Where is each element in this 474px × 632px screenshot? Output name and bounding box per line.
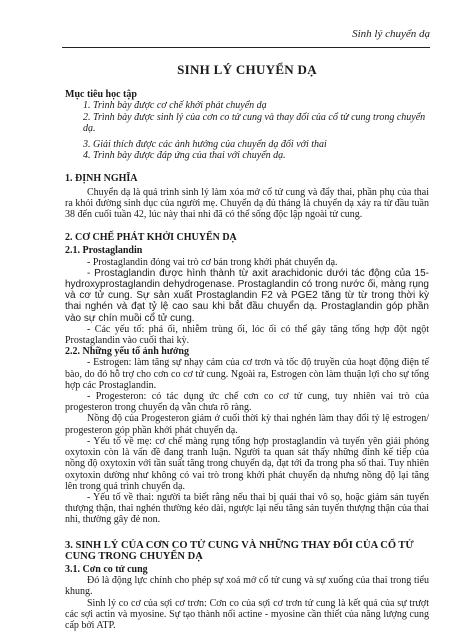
goal-item: 1. Trình bày được cơ chế khởi phát chuyển dạ <box>83 100 267 112</box>
paragraph: Nồng độ của Progesteron giảm ở cuối thời kỳ thai nghén làm thay đổi tỷ lệ estrogen/ progesteron góp phần khởi phát chuyển dạ. <box>65 413 429 436</box>
paragraph: - Progesteron: có tác dụng ức chế cơn co cơ tử cung, tuy nhiên vai trò của progesteron trong chuyển dạ vẫn chưa rõ ràng. <box>65 391 429 414</box>
document-body <box>65 64 429 631</box>
section-heading-mechanism: 2. CƠ CHẾ PHÁT KHỞI CHUYỂN DẠ <box>65 232 237 244</box>
subsection-heading-prostaglandin: 2.1. Prostaglandin <box>65 245 143 257</box>
paragraph: - Estrogen: làm tăng sự nhạy cảm của cơ trơn và tốc độ truyền của hoạt động điện tế bào, do đó hỗ trợ cho cơn co cơ tử cung. Ngoài ra, Estrogen còn làm thuận lợi cho sự tổng hợp các Prostaglandin. <box>65 357 429 391</box>
paragraph: - Prostaglandin đóng vai trò cơ bản trong khởi phát chuyển dạ. <box>87 256 338 268</box>
paragraph: Sinh lý co cơ của sợi cơ trơn: Cơn co của sợi cơ trơn tử cung là kết quả của sự trượt các sợi actin và myosine. Sự tạo thành nối actine - myosine cần thiết của năng lượng cung cấp bởi ATP. <box>65 597 429 631</box>
header-rule <box>62 47 430 48</box>
paragraph: - Yếu tố về mẹ: cơ chế màng rụng tổng hợp prostaglandin và tuyến yên giải phóng oxytoxin còn là vấn đề đang tranh luận. Người ta quan sát thấy những đỉnh kế tiếp của nồng độ oxytoxin với tần suất tăng trong chuyển dạ, đạt tới đa trong pha số thai. Tuy nhiên oxytoxin dường như không có vai trò trong khởi phát chuyển dạ nhưng nồng độ lại tăng lên trong quá trình chuyển dạ. <box>65 435 429 492</box>
section-heading-uterine-contraction: 3. SINH LÝ CỦA CƠN CO TỬ CUNG VÀ NHỮNG THAY ĐỔI CỦA CỔ TỬ CUNG TRONG CHUYỂN DẠ <box>65 539 414 562</box>
paragraph: - Các yếu tố: phá ối, nhiễm trùng ối, lóc ối có thể gây tăng tổng hợp đột ngột Prostaglandin vào cuối thai kỳ. <box>65 323 429 347</box>
subsection-heading-factors: 2.2. Những yếu tố ảnh hưởng <box>65 346 189 358</box>
goal-item: 2. Trình bày được sinh lý của cơn co tử cung và thay đổi của cổ tử cung trong chuyển dạ. <box>83 111 426 134</box>
goals-heading: Mục tiêu học tập <box>65 89 137 101</box>
paragraph: - Prostaglandin được hình thành từ axit arachidonic dưới tác động của 15-hydroxyprostaglandin dehydrogenase. Prostaglandin có trong nước ối, màng rụng và cơ tử cung. Sự sản xuất Prostaglandin F2 và PGE2 tăng từ từ trong thời kỳ thai nghén và đạt tỷ lệ cao sau khi bắt đầu chuyển dạ. Prostaglandin góp phần vào sự chín muồi cổ tử cung. <box>65 267 429 324</box>
paragraph: Đó là động lực chính cho phép sự xoá mở cổ tử cung và sự xuống của thai trong tiểu khung. <box>65 575 429 598</box>
paragraph: - Yếu tố về thai: người ta biết rằng nếu thai bị quái thai vô sọ, hoặc giảm sản tuyến thượng thận, thai nghén thường kéo dài, ngược lại nếu tăng sản tuyến thượng thận của thai nhi, thường gây đẻ non. <box>65 491 429 526</box>
goal-item: 4. Trình bày được đáp ứng của thai với chuyển dạ. <box>83 150 286 162</box>
goal-item: 3. Giải thích được các ảnh hưởng của chuyển dạ đối với thai <box>83 139 327 151</box>
subsection-heading-contraction: 3.1. Cơn co tử cung <box>65 563 148 575</box>
definition-paragraph: Chuyển dạ là quá trình sinh lý làm xóa mở cổ tử cung và đẩy thai, phần phụ của thai ra khỏi đường sinh dục của người mẹ. Chuyển dạ đủ tháng là chuyển dạ xảy ra từ đầu tuần 38 đến cuối tuần 42, lúc này thai nhi đã có thể sống độc lập ngoài tử cung. <box>65 186 429 221</box>
page-title: SINH LÝ CHUYỂN DẠ <box>177 62 317 77</box>
section-heading-definition: 1. ĐỊNH NGHĨA <box>65 173 138 185</box>
running-header: Sinh lý chuyển dạ <box>352 28 430 40</box>
